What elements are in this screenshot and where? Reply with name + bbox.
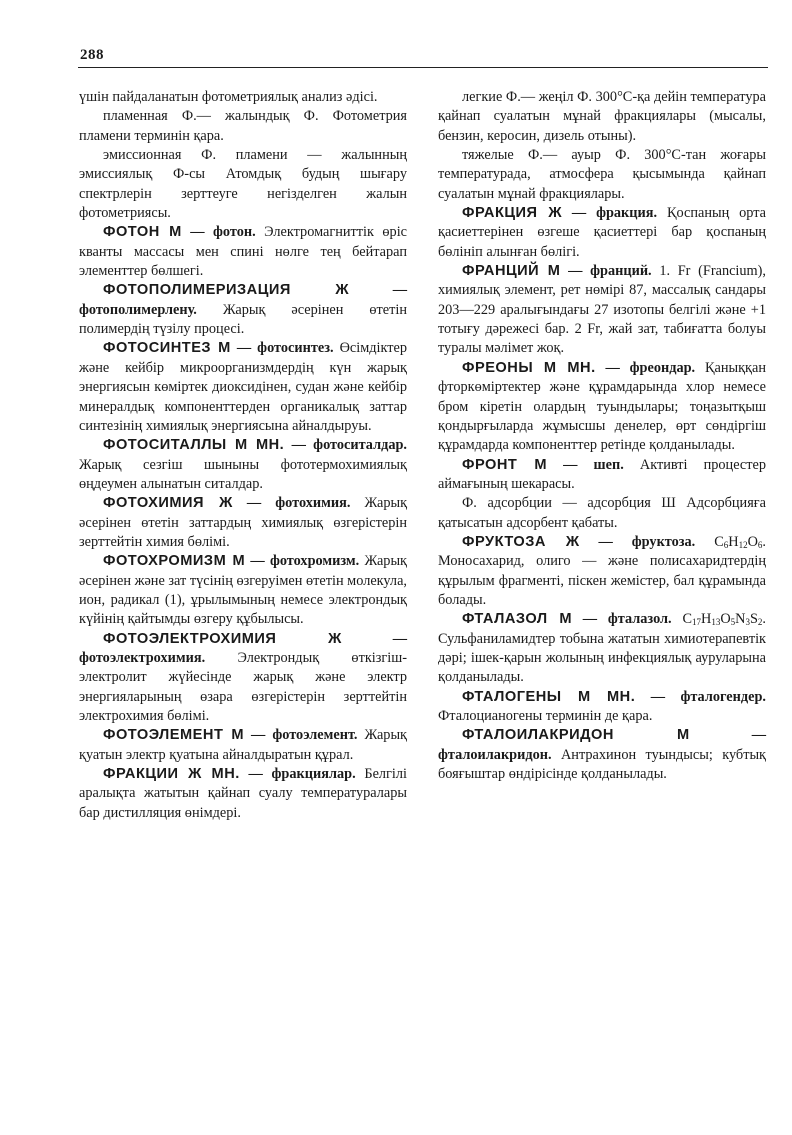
dictionary-entry xyxy=(438,688,766,727)
entry-translation: — фотоэлектрохимия. xyxy=(79,630,408,666)
entry-translation: — фруктоза. xyxy=(598,533,696,550)
sub-entry xyxy=(438,88,766,146)
entry-definition: Өсімдіктер және кейбір микроорганизмдердің күн жарық энергиясын көміртек диоксидінен, судан және кейбір минералдық компоненттерден органикалық заттар синтезінің химиялық энергиясына айналдыруы. xyxy=(79,340,408,434)
entry-headword: ФОТОХИМИЯ Ж xyxy=(103,495,233,512)
entry-definition: Жарық қуатын электр қуатына айналдыратын құрал. xyxy=(79,727,407,763)
dictionary-entry xyxy=(79,726,407,765)
entry-definition: Жарық сезгіш шыныны фототермохимиялық өңдеумен алынатын ситалдар. xyxy=(79,456,407,492)
entry-translation: — фталазол. xyxy=(582,611,672,628)
dictionary-entry xyxy=(438,359,766,456)
entry-headword: ФРЕОНЫ М МН. xyxy=(462,359,596,376)
entry-headword: ФРУКТОЗА Ж xyxy=(462,533,580,550)
entry-definition: Электрондық өткізгіш-электролит жүйесінде жарық және электр энергияларының өзара өзгерістерін зерттейтін электрохимия бөлімі. xyxy=(79,649,407,724)
entry-headword: ФТАЛОГЕНЫ М МН. xyxy=(462,688,636,705)
dictionary-entry xyxy=(79,223,407,281)
entry-translation: — фракция. xyxy=(571,205,658,222)
chemical-formula: $C_{17}H_{13}O_5N_3S_2$ xyxy=(682,611,763,628)
entry-translation: — фотохромизм. xyxy=(250,553,360,570)
entry-definition: Моносахарид, олиго — және полисахаридтердің құрылым фрагменті, піскен жемістер, бал құрамында болады. xyxy=(438,553,766,608)
sub-entry xyxy=(79,146,407,223)
entry-definition: эмиссионная Ф. пламени — жалынның эмиссиялық Ф-сы Атомдық будың шығару спектрлерін зерттеуге негізделген жалын фотометриясы. xyxy=(79,147,407,222)
entry-translation: — фотон. xyxy=(190,224,256,241)
entry-headword: ФОТОН М xyxy=(103,224,182,241)
entry-definition: Қаныққан фторкөміртектер және құрамдарында хлор немесе бром кіретін олардың туындылары; тоңазытқыш қондырғыларда жұмысшы денелер, өрт сөндіргіш құрамдарда компоненттер ретінде қолданылады. xyxy=(438,359,766,454)
entry-headword: ФОТОСИТАЛЛЫ М МН. xyxy=(103,437,285,454)
sub-entry xyxy=(438,146,766,204)
entry-headword: ФТАЛАЗОЛ М xyxy=(462,611,572,628)
entry-definition: Жарық әсерінен өтетін полимердің түзілу процесі. xyxy=(79,301,407,338)
entry-definition: Қоспаның орта қасиеттерінен өзгеше қасиеттері бар қоспаның бөлініп алынған бөлігі. xyxy=(438,205,767,260)
right-column xyxy=(438,88,766,784)
page-number: 288 xyxy=(80,47,104,63)
entry-headword: ФОТОЭЛЕМЕНТ М xyxy=(103,727,245,744)
entry-definition: Сульфаниламидтер тобына жататын химиотерапевтік дәрі; ішек-қарын жолының инфекциялық ауруларына қолданылады. xyxy=(438,630,766,686)
entry-translation: — фталогендер. xyxy=(650,688,766,705)
entry-translation: — франций. xyxy=(568,263,652,280)
continued-text xyxy=(79,88,407,107)
sub-entry xyxy=(79,107,407,146)
entry-definition: пламенная Ф.— жалындық Ф. Фотометрия пламени терминін қара. xyxy=(79,108,407,144)
entry-headword: ФРАКЦИЯ Ж xyxy=(462,205,563,222)
left-column xyxy=(79,88,407,823)
entry-definition: Электромагниттік өріс кванты массасы мен спині нөлге тең бейтарап элементтер бөлшегі. xyxy=(79,224,408,280)
dictionary-entry xyxy=(79,281,407,339)
dictionary-entry xyxy=(79,494,407,552)
dictionary-entry xyxy=(438,262,766,359)
entry-definition: 1. Fr (Francium), химиялық элемент, рет нөмірі 87, массалық сандары 203—229 аралығындағы 27 изотопы белгілі және +1 тотығу дәрежесі бар. 2 Fr, жай зат, табиғатта болуы туралы мәлімет жоқ. xyxy=(438,263,767,357)
entry-definition: Ф. адсорбции — адсорбция Ш Адсорбцияға қатысатын адсорбент қабаты. xyxy=(438,495,766,531)
entry-headword: ФОТОПОЛИМЕРИЗАЦИЯ Ж xyxy=(103,282,350,299)
entry-translation: — фракциялар. xyxy=(248,766,356,783)
dictionary-entry xyxy=(438,456,766,495)
entry-headword: ФРОНТ М xyxy=(462,456,548,473)
entry-definition: үшін пайдаланатын фотометриялық анализ әдісі. xyxy=(79,89,378,105)
dictionary-entry xyxy=(79,436,407,494)
header-rule xyxy=(78,67,768,68)
chemical-formula: $C_6H_{12}O_6$ xyxy=(714,533,763,550)
dictionary-entry: ФТАЛАЗОЛ М — фталазол. $C_{17}H_{13}O_5N_3S_2$. Сульфаниламидтер тобына жататын химиотерапевтік дәрі; ішек-қарын жолының инфекциялық ауруларына қолданылады. xyxy=(438,611,766,686)
dictionary-entry xyxy=(79,630,407,727)
entry-headword: ФТАЛОИЛАКРИДОН М xyxy=(462,727,690,744)
entry-headword: ФОТОХРОМИЗМ М xyxy=(103,553,246,570)
entry-definition: тяжелые Ф.— ауыр Ф. 300°С-тан жоғары температурада, атмосфера қысымында қайнап суалатын мұнай фракциялары. xyxy=(438,147,766,202)
entry-translation: — фотоэлемент. xyxy=(251,727,358,744)
entry-definition: Жарық әсерінен және зат түсінің өзгеруімен өтетін молекула, ион, радикал (1), ұрылымының немесе электрондық күйінің қайтымды өзгеру құбылысы. xyxy=(79,553,407,628)
entry-translation: — фотохимия. xyxy=(246,495,351,512)
entry-translation: — фотосинтез. xyxy=(236,340,334,357)
entry-translation: — фотоситалдар. xyxy=(291,437,407,454)
entry-definition: Белгілі аралықта жатытын қайнап суалу температуралары бар дистилляция өнімдері. xyxy=(79,766,407,821)
entry-definition: легкие Ф.— жеңіл Ф. 300°С-қа дейін температура қайнап суалатын мұнай фракциялары (мысалы, бензин, керосин, дизель отыны). xyxy=(438,89,766,144)
entry-translation: — фотополимерлену. xyxy=(79,282,407,318)
dictionary-entry: ФРУКТОЗА Ж — фруктоза. $C_6H_{12}O_6$. Моносахарид, олиго — және полисахаридтердің құрылым фрагменті, піскен жемістер, бал құрамында болады. xyxy=(438,533,766,608)
entry-headword: ФОТОСИНТЕЗ М xyxy=(103,340,231,357)
dictionary-entry xyxy=(438,726,766,784)
dictionary-entry xyxy=(438,204,766,262)
entry-definition: Антрахинон туындысы; кубтық бояғыштар өндірісінде қолданылады. xyxy=(438,746,766,783)
entry-headword: ФОТОЭЛЕКТРОХИМИЯ Ж xyxy=(103,630,342,647)
dictionary-entry xyxy=(79,552,407,629)
entry-headword: ФРАНЦИЙ М xyxy=(462,263,561,280)
entry-translation: — фреондар. xyxy=(605,359,696,376)
entry-translation: — шеп. xyxy=(563,456,624,473)
dictionary-entry xyxy=(79,765,407,823)
entry-definition: Активті процестер аймағының шекарасы. xyxy=(438,456,766,492)
entry-translation: — фталоилакридон. xyxy=(438,727,766,763)
entry-definition: Фталоцианогены терминін де қара. xyxy=(438,708,653,724)
entry-headword: ФРАКЦИИ Ж МН. xyxy=(103,766,240,783)
entry-definition: Жарық әсерінен өтетін заттардың химиялық өзгерістерін зерттейтін химия бөлімі. xyxy=(79,495,408,550)
sub-entry xyxy=(438,494,766,533)
dictionary-entry xyxy=(79,339,407,436)
